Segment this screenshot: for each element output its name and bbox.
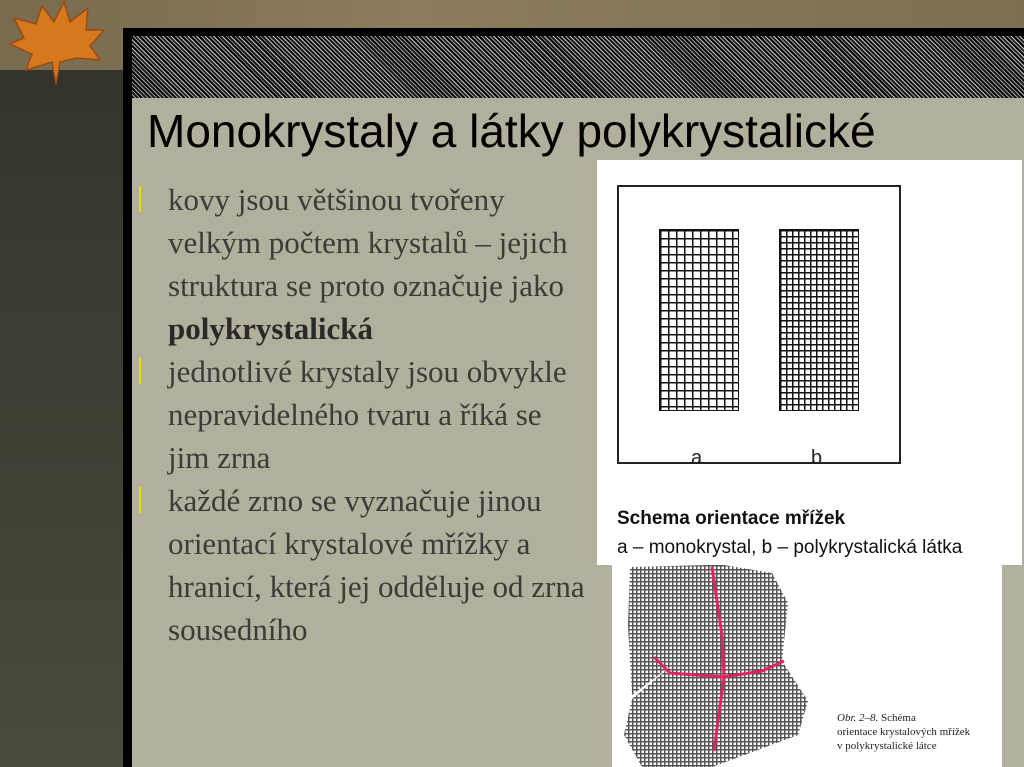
maple-leaf-icon: [6, 0, 106, 86]
bullet-item: [138, 350, 588, 479]
figure-caption-text: a – monokrystal, b – polykrystalická látka: [617, 537, 963, 558]
caption-line: orientace krystalových mřížek: [837, 726, 971, 738]
monocrystal-lattice: [659, 229, 739, 411]
caption-line: Schéma: [881, 712, 916, 724]
bullet-marker-icon: [139, 487, 141, 513]
bullet-text: kovy jsou většinou tvořeny velkým počtem krystalů – jejich struktura se proto označuje jako: [168, 182, 568, 303]
figure-caption-title: Schema orientace mřížek: [617, 508, 846, 529]
bullet-bold-text: polykrystalická: [168, 311, 373, 346]
lattice-orientation-figure: [597, 160, 1022, 565]
bullet-list: [138, 178, 588, 651]
label-a: a: [691, 447, 703, 469]
label-b: b: [811, 447, 823, 469]
background-left-column: [0, 70, 123, 767]
grain-boundary-figure: [612, 565, 1002, 767]
bullet-text: každé zrno se vyznačuje jinou orientací krystalové mřížky a hranicí, která jej odděluje od zrna sousedního: [168, 483, 585, 647]
slide-header-texture: [132, 36, 1024, 98]
bullet-marker-icon: [139, 358, 141, 384]
bullet-item: [138, 178, 588, 350]
figure-caption: [837, 711, 970, 753]
figure-border: [617, 185, 901, 469]
bullet-marker-icon: [139, 186, 141, 212]
caption-label: Obr. 2–8.: [837, 712, 879, 724]
bullet-text: jednotlivé krystaly jsou obvykle nepravidelného tvaru a říká se jim zrna: [168, 354, 567, 475]
slide-title: Monokrystaly a látky polykrystalické: [147, 105, 876, 157]
caption-line: v polykrystalické látce: [837, 740, 937, 752]
bullet-item: [138, 479, 588, 651]
polycrystal-lattice: [779, 229, 859, 411]
